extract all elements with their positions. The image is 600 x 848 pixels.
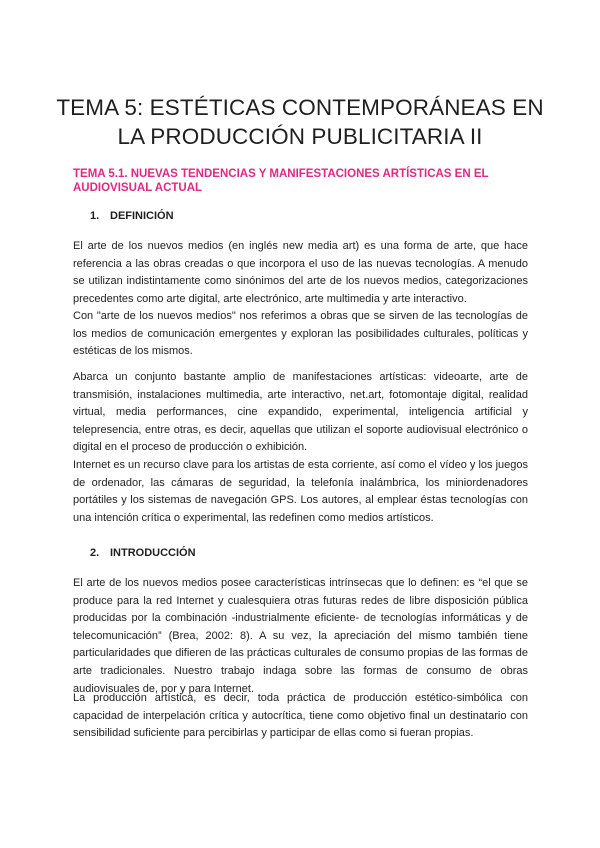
paragraph: Con "arte de los nuevos medios" nos referimos a obras que se sirven de las tecnologías de los medios de comunicación emergentes y exploran las posibilidades culturales, políticas y estéticas de los mismos. [73,310,528,358]
subtitle: TEMA 5.1. NUEVAS TENDENCIAS Y MANIFESTACIONES ARTÍSTICAS EN EL AUDIOVISUAL ACTUAL [73,168,489,194]
section-title: INTRODUCCIÓN [110,547,196,559]
page-title: TEMA 5: ESTÉTICAS CONTEMPORÁNEAS EN LA PRODUCCIÓN PUBLICITARIA II [56,95,544,149]
paragraph: El arte de los nuevos medios (en inglés new media art) es una forma de arte, que hace referencia a las obras creadas o que incorpora el uso de las nuevas tecnologías. A menudo se utilizan indistintamente como sinónimos del arte de los nuevos medios, categorizaciones precedentes como arte digital, arte electrónico, arte multimedia y arte interactivo. [73,240,528,305]
section-title: DEFINICIÓN [110,210,174,222]
paragraph: El arte de los nuevos medios posee características intrínsecas que lo definen: es “el que se produce para la red Internet y cualesquiera otras futuras redes de libre disposición pública producidas por la combinación -industrialmente eficiente- de tecnologías informáticas y de telecomunicación” (Brea, 2002: 8). A su vez, la apreciación del mismo también tiene particularidades que difieren de las prácticas culturales de consumo propias de las formas de arte tradicionales. Nuestro trabajo indaga sobre las formas de consumo de obras audiovisuales de, por y para Internet. [73,577,528,695]
paragraph: La producción artística, es decir, toda práctica de producción estético-simbólica con capacidad de interpelación crítica y autocrítica, tiene como objetivo final un destinatario con sensibilidad suficiente para percibirlas y participar de ellas como si fueran propias. [73,692,528,740]
paragraph: Internet es un recurso clave para los artistas de esta corriente, así como el vídeo y los juegos de ordenador, las cámaras de seguridad, la telefonía inalámbrica, los miniordenadores portátiles y los sistemas de navegación GPS. Los autores, al emplear éstas tecnologías con una intención crítica o experimental, las redefinen como medios artísticos. [73,459,528,524]
section-heading-definicion [90,210,174,222]
paragraph: Abarca un conjunto bastante amplio de manifestaciones artísticas: videoarte, arte de transmisión, instalaciones multimedia, arte interactivo, net.art, fotomontaje digital, realidad virtual, media performances, cine expandido, experimental, inteligencia artificial y telepresencia, entre otras, es decir, aquellas que utilizan el soporte audiovisual electrónico o digital en el proceso de producción o exhibición. [73,371,528,454]
section-number: 1. [90,210,100,222]
section-heading-introduccion [90,547,196,559]
section-number: 2. [90,547,100,559]
